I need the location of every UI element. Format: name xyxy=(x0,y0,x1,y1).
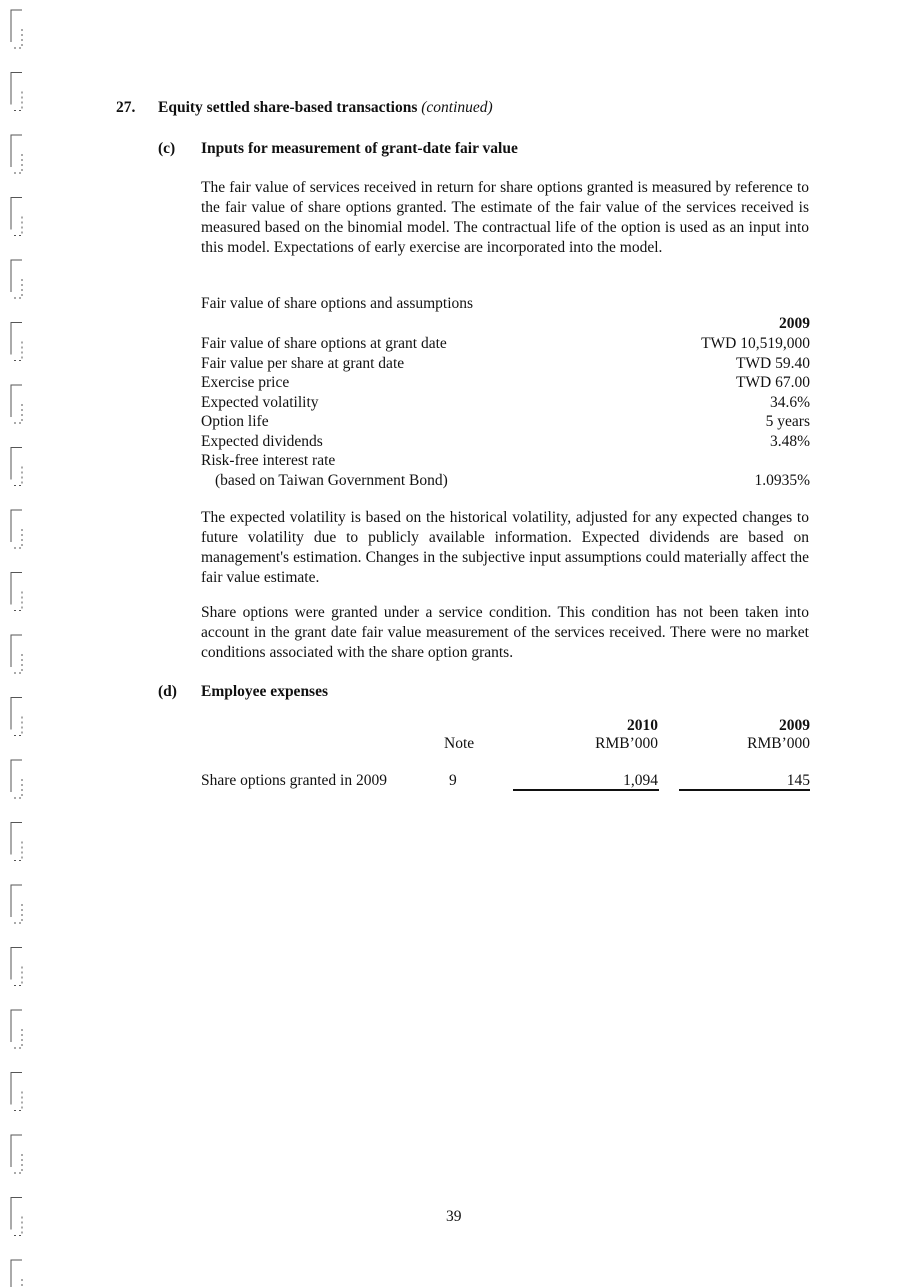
fair-value-row xyxy=(201,451,810,471)
paragraph-expected-volatility: The expected volatility is based on the historical volatility, adjusted for any expected changes to future volatility due to publicly available information. Expected dividends are based on management's estimation. Changes in the subjective input assumptions could materially affect the fair value estimate. xyxy=(201,509,809,586)
col-header-note: Note xyxy=(444,735,475,752)
row-label-share-options: Share options granted in 2009 xyxy=(201,772,387,789)
fair-value-row-value: 34.6% xyxy=(769,394,810,411)
row-value-2009: 145 xyxy=(786,772,810,789)
section-title xyxy=(158,98,493,118)
fair-value-row-value: 1.0935% xyxy=(754,472,810,489)
underline-2010 xyxy=(513,789,659,791)
subsection-c-label: (c) xyxy=(158,140,176,157)
col-header-unit-2010: RMB’000 xyxy=(595,735,658,752)
binder-margin-marks xyxy=(0,0,30,1287)
fair-value-row-value: TWD 10,519,000 xyxy=(701,335,810,352)
fair-value-row-label: (based on Taiwan Government Bond) xyxy=(215,472,448,489)
section-continued: (continued) xyxy=(421,99,493,116)
subsection-d-label: (d) xyxy=(158,683,177,700)
col-header-year-2009: 2009 xyxy=(779,717,810,734)
underline-2009 xyxy=(679,789,810,791)
fair-value-row xyxy=(201,412,810,432)
fair-value-row xyxy=(201,393,810,413)
fair-value-row xyxy=(201,471,810,491)
fair-value-row-label: Exercise price xyxy=(201,374,290,391)
section-number: 27. xyxy=(116,99,136,116)
fair-value-row-label: Fair value of share options at grant date xyxy=(201,335,447,352)
fair-value-row-label: Expected volatility xyxy=(201,394,319,411)
fair-value-row-label: Risk-free interest rate xyxy=(201,452,336,469)
col-header-year-2010: 2010 xyxy=(627,717,658,734)
fair-value-row-value: 3.48% xyxy=(769,433,810,450)
fair-value-row-label: Expected dividends xyxy=(201,433,323,450)
fair-value-row xyxy=(201,373,810,393)
fair-value-table-caption: Fair value of share options and assumptions xyxy=(201,295,474,312)
fair-value-row-value: 5 years xyxy=(765,413,810,430)
subsection-d-title: Employee expenses xyxy=(201,683,329,700)
fair-value-table-header xyxy=(201,314,810,334)
fair-value-row xyxy=(201,354,810,374)
col-header-unit-2009: RMB’000 xyxy=(747,735,810,752)
paragraph-binomial-model: The fair value of services received in return for share options granted is measured by reference to the fair value of share options granted. The estimate of the fair value of the services received is measured based on the binomial model. The contractual life of the option is used as an input into this model. Expectations of early exercise are incorporated into the model. xyxy=(201,179,809,256)
fair-value-row xyxy=(201,334,810,354)
fair-value-row-value: TWD 59.40 xyxy=(735,355,810,372)
row-note: 9 xyxy=(449,772,457,789)
fair-value-row-label: Option life xyxy=(201,413,269,430)
fair-value-row-value: TWD 67.00 xyxy=(735,374,810,391)
paragraph-service-condition: Share options were granted under a service condition. This condition has not been taken into account in the grant date fair value measurement of the services received. There were no market conditions associated with the share option grants. xyxy=(201,604,809,661)
fair-value-year-header: 2009 xyxy=(779,315,810,332)
fair-value-row xyxy=(201,432,810,452)
page-number: 39 xyxy=(446,1208,462,1225)
section-title-text: Equity settled share-based transactions xyxy=(158,99,418,116)
row-value-2010: 1,094 xyxy=(623,772,658,789)
subsection-c-title: Inputs for measurement of grant-date fair value xyxy=(201,140,518,157)
fair-value-row-label: Fair value per share at grant date xyxy=(201,355,405,372)
